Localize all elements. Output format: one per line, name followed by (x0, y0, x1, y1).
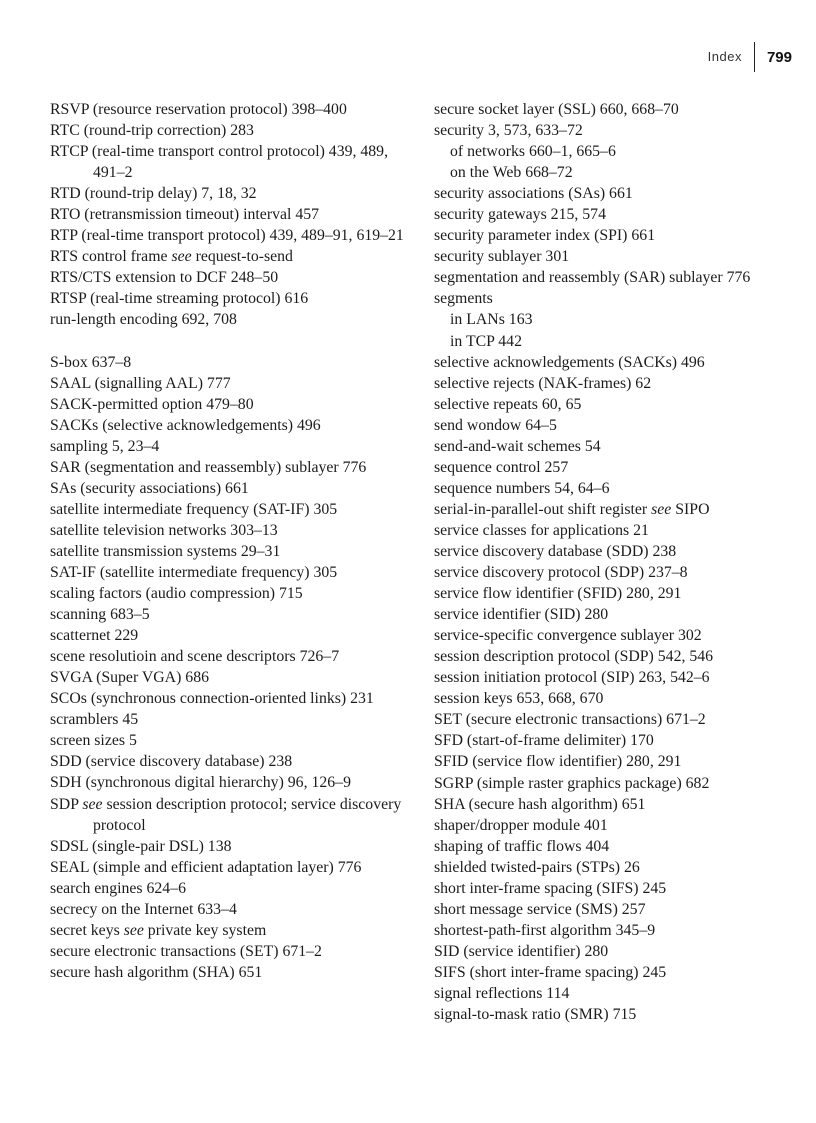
index-entry: signal reflections 114 (434, 984, 570, 1002)
index-entry (434, 499, 804, 520)
index-entry: service classes for applications 21 (434, 521, 649, 539)
index-entry: SACKs (selective acknowledgements) 496 (50, 416, 321, 434)
see-reference: see (82, 795, 103, 813)
index-entry: RTP (real-time transport protocol) 439, 489–91, 619–21 (50, 227, 404, 245)
entry-term: SDP (50, 795, 83, 813)
index-entry: short inter-frame spacing (SIFS) 245 (434, 879, 667, 897)
index-entry: send wondow 64–5 (434, 416, 557, 434)
index-entry: sequence numbers 54, 64–6 (434, 479, 610, 497)
index-entry: SAs (security associations) 661 (50, 479, 249, 497)
index-column-right (434, 99, 804, 1025)
index-entry: signal-to-mask ratio (SMR) 715 (434, 1006, 637, 1024)
see-reference: see (651, 500, 672, 518)
index-entry: SFID (service flow identifier) 280, 291 (434, 753, 682, 771)
index-entry: SGRP (simple raster graphics package) 682 (434, 774, 710, 792)
index-entry: SDD (service discovery database) 238 (50, 753, 293, 771)
index-subentry: in LANs 163 (450, 311, 533, 329)
index-entry: SET (secure electronic transactions) 671–2 (434, 711, 706, 729)
index-entry: RTO (retransmission timeout) interval 457 (50, 206, 320, 224)
index-entry: scene resolutioin and scene descriptors 726–7 (50, 648, 340, 666)
index-entry: SIFS (short inter-frame spacing) 245 (434, 963, 667, 981)
running-header (708, 42, 792, 72)
index-entry: secure socket layer (SSL) 660, 668–70 (434, 101, 679, 118)
entry-term: secret keys (50, 921, 124, 939)
index-subentry: of networks 660–1, 665–6 (450, 143, 616, 161)
index-entry: service discovery protocol (SDP) 237–8 (434, 564, 688, 582)
index-entry: service discovery database (SDD) 238 (434, 542, 677, 560)
index-entry: SEAL (simple and efficient adaptation layer) 776 (50, 858, 362, 876)
index-entry: session initiation protocol (SIP) 263, 542–6 (434, 669, 710, 687)
index-entry: shaper/dropper module 401 (434, 816, 608, 834)
index-entry: RTD (round-trip delay) 7, 18, 32 (50, 185, 257, 203)
index-entry: scanning 683–5 (50, 606, 150, 624)
see-target: request-to-send (191, 248, 293, 266)
index-entry: SACK-permitted option 479–80 (50, 395, 254, 413)
index-entry: SDSL (single-pair DSL) 138 (50, 837, 232, 855)
index-entry: segmentation and reassembly (SAR) sublayer 776 (434, 269, 751, 287)
index-entry: RTS/CTS extension to DCF 248–50 (50, 269, 279, 287)
index-entry: security parameter index (SPI) 661 (434, 227, 656, 245)
see-reference: see (171, 248, 192, 266)
see-target: private key system (143, 921, 267, 939)
index-entry (50, 920, 420, 941)
index-entry: segments (434, 290, 493, 308)
index-entry: run-length encoding 692, 708 (50, 311, 237, 329)
index-entry: shortest-path-first algorithm 345–9 (434, 921, 656, 939)
entry-term: serial-in-parallel-out shift register (434, 500, 652, 518)
index-subentry: in TCP 442 (450, 332, 522, 350)
index-entry: SAT-IF (satellite intermediate frequency) 305 (50, 563, 338, 581)
index-entry: satellite television networks 303–13 (50, 521, 278, 539)
index-subentry: on the Web 668–72 (450, 164, 573, 182)
index-entry: sampling 5, 23–4 (50, 437, 160, 455)
index-entry: service flow identifier (SFID) 280, 291 (434, 585, 682, 603)
index-entry: session description protocol (SDP) 542, 546 (434, 648, 714, 666)
index-entry: S-box 637–8 (50, 353, 132, 371)
index-entry: send-and-wait schemes 54 (434, 437, 601, 455)
index-entry: satellite transmission systems 29–31 (50, 542, 281, 560)
index-entry: SID (service identifier) 280 (434, 942, 609, 960)
index-entry: sequence control 257 (434, 458, 569, 476)
index-entry: SAR (segmentation and reassembly) sublayer 776 (50, 458, 367, 476)
index-entry: SFD (start-of-frame delimiter) 170 (434, 732, 654, 750)
index-entry: SCOs (synchronous connection-oriented links) 231 (50, 690, 374, 708)
index-entry: short message service (SMS) 257 (434, 900, 646, 918)
index-entry: service identifier (SID) 280 (434, 606, 609, 624)
index-entry: security sublayer 301 (434, 248, 570, 266)
see-target: SIPO (671, 500, 710, 518)
index-entry: RSVP (resource reservation protocol) 398–400 (50, 101, 347, 118)
index-entry: security 3, 573, 633–72 (434, 122, 583, 140)
index-entry: SVGA (Super VGA) 686 (50, 669, 209, 687)
index-entry: selective repeats 60, 65 (434, 395, 582, 413)
index-entry: selective acknowledgements (SACKs) 496 (434, 353, 705, 371)
index-entry: security gateways 215, 574 (434, 206, 606, 224)
index-entry: secure hash algorithm (SHA) 651 (50, 963, 263, 981)
index-entry: service-specific convergence sublayer 302 (434, 627, 702, 645)
see-target: session description protocol; service discovery protocol (93, 795, 402, 834)
index-entry: RTSP (real-time streaming protocol) 616 (50, 290, 309, 308)
index-entry: RTC (round-trip correction) 283 (50, 122, 254, 140)
index-entry: shielded twisted-pairs (STPs) 26 (434, 858, 640, 876)
index-entry: session keys 653, 668, 670 (434, 690, 604, 708)
index-entry: scatternet 229 (50, 627, 139, 645)
index-entry: SAAL (signalling AAL) 777 (50, 374, 231, 392)
index-entry: secrecy on the Internet 633–4 (50, 900, 237, 918)
see-reference: see (123, 921, 144, 939)
index-column-left (50, 99, 420, 983)
index-entry (50, 794, 420, 836)
index-entry: RTCP (real-time transport control protocol) 439, 489, 491–2 (50, 143, 389, 182)
entry-term: RTS control frame (50, 248, 172, 266)
index-entry: security associations (SAs) 661 (434, 185, 633, 203)
index-entry: SDH (synchronous digital hierarchy) 96, 126–9 (50, 774, 351, 792)
index-entry: satellite intermediate frequency (SAT-IF) 305 (50, 500, 338, 518)
index-entry (50, 246, 420, 267)
index-entry: screen sizes 5 (50, 732, 137, 750)
section-title: Index (708, 42, 755, 72)
index-entry: secure electronic transactions (SET) 671–2 (50, 942, 322, 960)
index-entry: SHA (secure hash algorithm) 651 (434, 795, 646, 813)
index-entry: scramblers 45 (50, 711, 139, 729)
index-entry: selective rejects (NAK-frames) 62 (434, 374, 652, 392)
index-entry: search engines 624–6 (50, 879, 186, 897)
index-entry: shaping of traffic flows 404 (434, 837, 610, 855)
page-number: 799 (766, 48, 792, 66)
index-entry: scaling factors (audio compression) 715 (50, 585, 303, 603)
